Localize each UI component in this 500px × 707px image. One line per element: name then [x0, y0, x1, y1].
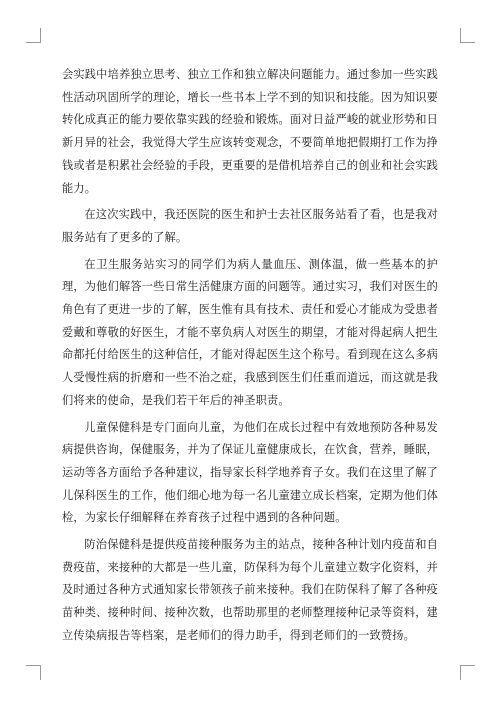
- paragraph: 在这次实践中，我还医院的医生和护士去社区服务站看了看，也是我对服务站有了更多的了解。: [62, 208, 438, 244]
- crop-mark-bottom-right: [460, 665, 475, 680]
- document-body: [62, 64, 438, 652]
- crop-mark-bottom-left: [26, 665, 41, 680]
- paragraph: 防治保健科是提供疫苗接种服务为主的站点，接种各种计划内疫苗和自费疫苗，来接种的大都是一些儿童，防保科为每个儿童建立数字化资料，并及时通过各种方式通知家长带领孩子前来接种。我们在防保科了解了各种疫苗种类、接种时间、接种次数，也帮助那里的老师整理接种记录等资料，建立传染病报告等档案，是老师们的得力助手，得到老师们的一致赞扬。: [62, 538, 438, 642]
- crop-mark-top-right: [460, 28, 475, 43]
- paragraph: 会实践中培养独立思考、独立工作和独立解决问题能力。通过参加一些实践性活动巩固所学的理论，增长一些书本上学不到的知识和技能。因为知识要转化成真正的能力要依靠实践的经验和锻炼。面对日益严峻的就业形势和日新月异的社会，我觉得大学生应该转变观念，不要简单地把假期打工作为挣钱或者是积累社会经验的手段，更重要的是借机培养自己的创业和社会实践能力。: [62, 68, 438, 195]
- paragraph: 在卫生服务站实习的同学们为病人量血压、测体温，做一些基本的护理，为他们解答一些日常生活健康方面的问题等。通过实习，我们对医生的角色有了更进一步的了解，医生惟有具有技术、责任和爱心才能成为受患者爱戴和尊敬的好医生，才能不辜负病人对医生的期望，才能对得起病人把生命都托付给医生的这种信任，才能对得起医生这个称号。看到现在这么多病人受慢性病的折磨和一些不治之症，我感到医生们任重而道远，而这就是我们将来的使命，是我们若干年后的神圣职责。: [62, 257, 438, 407]
- paragraph: 儿童保健科是专门面向儿童，为他们在成长过程中有效地预防各种易发病提供咨询，保健服务，并为了保证儿童健康成长，在饮食，营养，睡眠，运动等各方面给予各种建议，指导家长科学地养育子女。我们在这里了解了儿保科医生的工作，他们细心地为每一名儿童建立成长档案，定期为他们体检，为家长仔细解释在养育孩子过程中遇到的各种问题。: [62, 420, 438, 525]
- crop-mark-top-left: [26, 28, 41, 43]
